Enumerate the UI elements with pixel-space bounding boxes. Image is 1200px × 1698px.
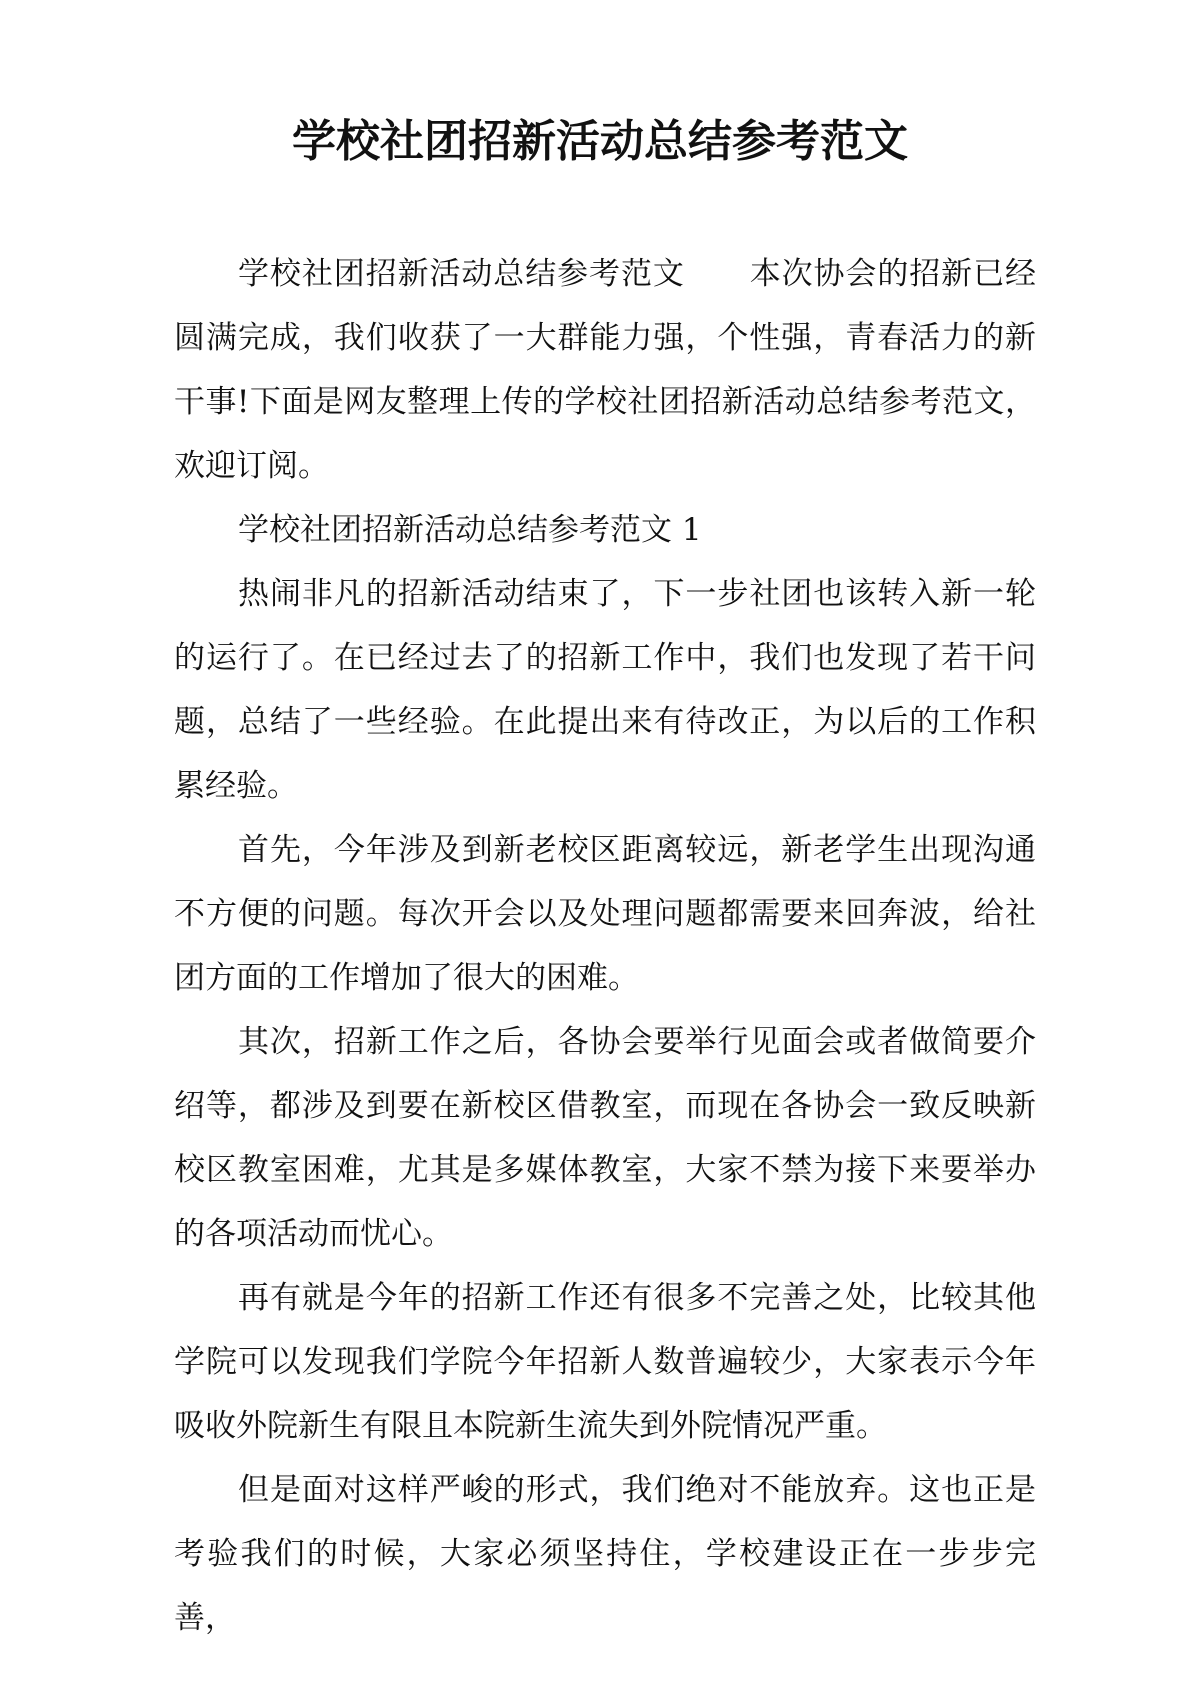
body-paragraph-2: 首先，今年涉及到新老校区距离较远，新老学生出现沟通不方便的问题。每次开会以及处理问题都需要来回奔波，给社团方面的工作增加了很大的困难。 (174, 832, 1036, 996)
body-paragraph-3: 其次，招新工作之后，各协会要举行见面会或者做简要介绍等，都涉及到要在新校区借教室，而现在各协会一致反映新校区教室困难，尤其是多媒体教室，大家不禁为接下来要举办的各项活动而忧心。 (174, 1024, 1036, 1252)
body-paragraph-5: 但是面对这样严峻的形式，我们绝对不能放弃。这也正是考验我们的时候，大家必须坚持住，学校建设正在一步步完善， (174, 1472, 1036, 1636)
intro-title: 学校社团招新活动总结参考范文 (238, 256, 685, 292)
intro-text: 本次协会的招新已经圆满完成，我们收获了一大群能力强，个性强，青春活力的新干事!下面是网友整理上传的学校社团招新活动总结参考范文，欢迎订阅。 (174, 256, 1036, 484)
page-title: 学校社团招新活动总结参考范文 (292, 116, 908, 167)
intro-paragraph (174, 242, 1036, 498)
body-paragraph-1: 热闹非凡的招新活动结束了，下一步社团也该转入新一轮的运行了。在已经过去了的招新工作中，我们也发现了若干问题，总结了一些经验。在此提出来有待改正，为以后的工作积累经验。 (174, 576, 1036, 804)
section-heading: 学校社团招新活动总结参考范文 1 (238, 512, 702, 548)
body-paragraph-4: 再有就是今年的招新工作还有很多不完善之处，比较其他学院可以发现我们学院今年招新人数普遍较少，大家表示今年吸收外院新生有限且本院新生流失到外院情况严重。 (174, 1280, 1036, 1444)
document-body (174, 242, 1036, 1650)
